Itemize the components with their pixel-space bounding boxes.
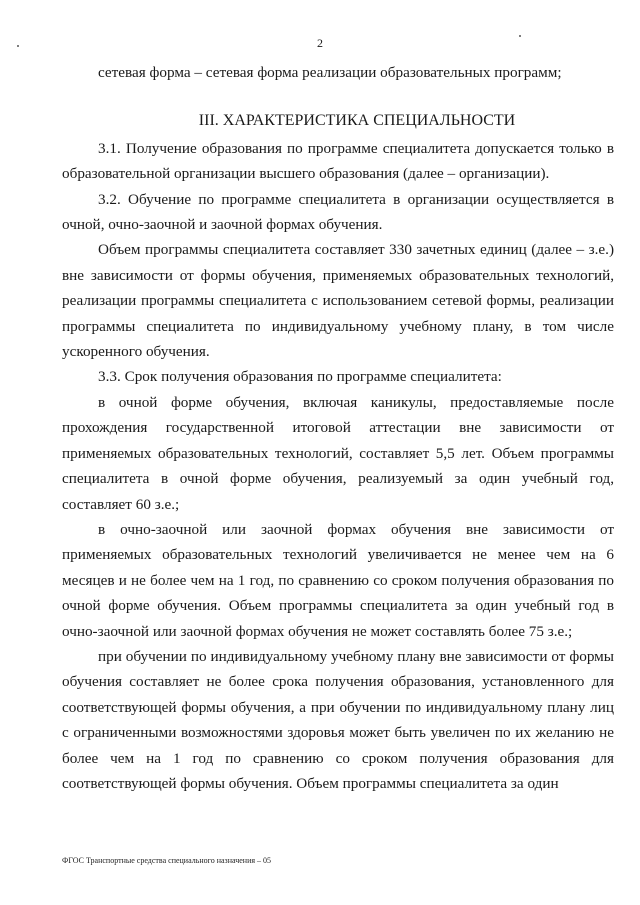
intro-line: сетевая форма – сетевая форма реализации образовательных программ; <box>98 64 562 81</box>
paragraph-3-1: 3.1. Получение образования по программе специалитета допускается только в образовательной организации высшего образования (далее – организации). <box>62 139 614 183</box>
paragraph-part-time: в очно-заочной или заочной формах обучения вне зависимости от применяемых образовательных технологий увеличивается не менее чем на 6 месяцев и не более чем на 1 год, по сравнению со сроком получения образования по очной форме обучения. Объем программы специалитета за один учебный год в очно-заочной или заочной формах обучения не может составлять более 75 з.е.; <box>62 520 614 640</box>
paragraph-full-time: в очной форме обучения, включая каникулы, предоставляемые после прохождения государственной итоговой аттестации вне зависимости от применяемых образовательных технологий, составляет 5,5 лет. Объем программы специалитета в очной форме обучения, реализуемый за один учебный год, составляет 60 з.е.; <box>62 393 614 513</box>
document-body <box>62 60 614 796</box>
paragraph-individual: при обучении по индивидуальному учебному плану вне зависимости от формы обучения составляет не более срока получения образования, установленного для соответствующей формы обучения, а при обучении по индивидуальному плану лиц с ограниченными возможностями здоровья может быть увеличен по их желанию не более чем на 1 год по сравнению со сроком получения образования для соответствующей формы обучения. Объем программы специалитета за один <box>62 647 614 792</box>
paragraph-volume: Объем программы специалитета составляет 330 зачетных единиц (далее – з.е.) вне зависимости от формы обучения, применяемых образовательных технологий, реализации программы специалитета с использованием сетевой формы, реализации программы специалитета по индивидуальному учебному плану, в том числе ускоренного обучения. <box>62 241 614 361</box>
paragraph-3-2: 3.2. Обучение по программе специалитета в организации осуществляется в очной, очно-заочной и заочной формах обучения. <box>62 190 614 234</box>
page-number: 2 <box>317 36 323 50</box>
paragraph-3-3: 3.3. Срок получения образования по программе специалитета: <box>98 368 502 386</box>
section-heading: III. ХАРАКТЕРИСТИКА СПЕЦИАЛЬНОСТИ <box>198 112 516 130</box>
page-footer: ФГОС Транспортные средства специального назначения – 05 <box>62 856 272 865</box>
